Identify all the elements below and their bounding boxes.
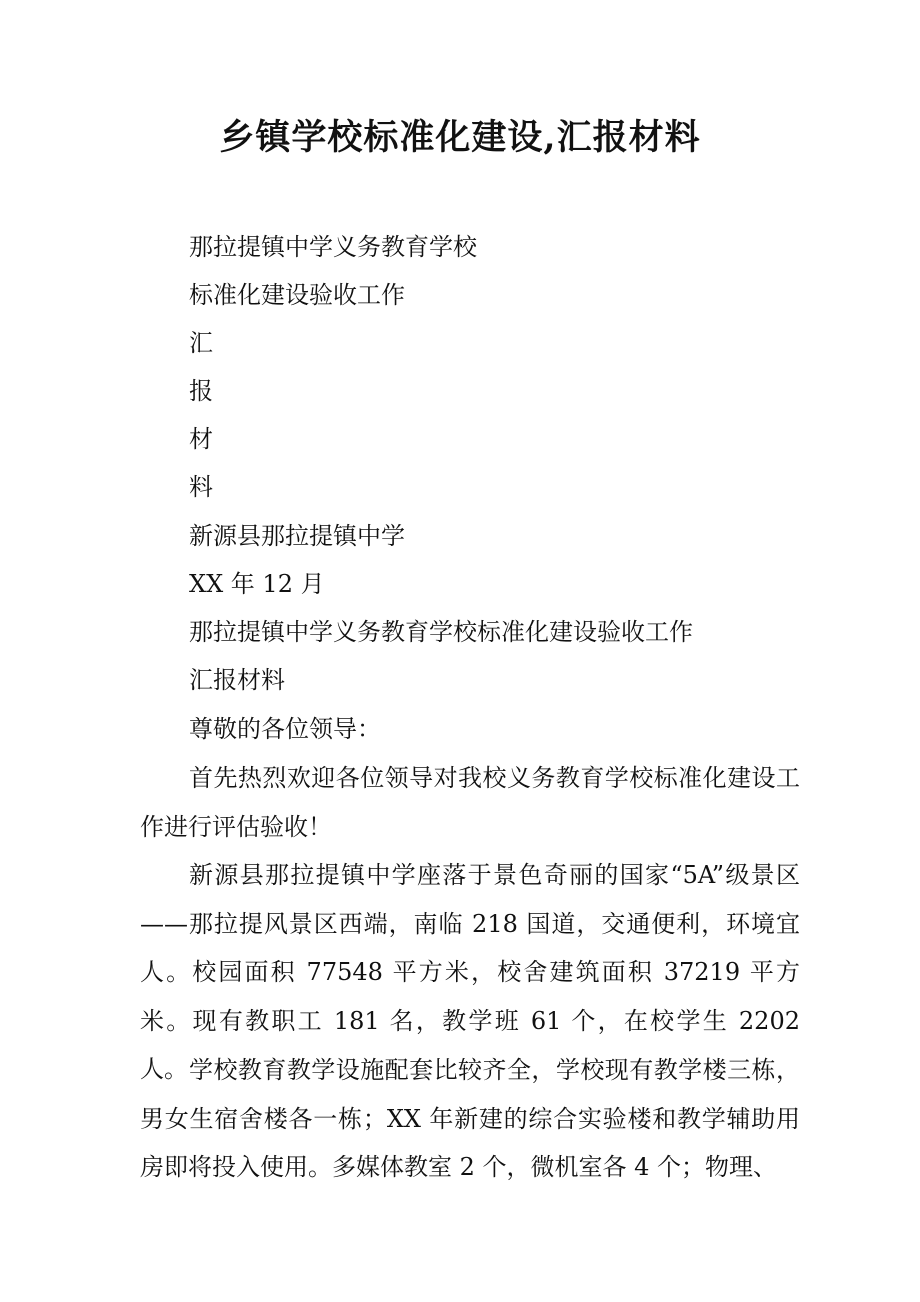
- cover-line-char-3: 材: [189, 425, 213, 453]
- subtitle-line-2: 汇报材料: [189, 666, 285, 694]
- cover-line-project: 标准化建设验收工作: [189, 281, 405, 309]
- paragraph-welcome: 首先热烈欢迎各位领导对我校义务教育学校标准化建设工作进行评估验收！: [140, 764, 800, 841]
- paragraph-facilities: 学校教育教学设施配套比较齐全，学校现有教学楼三栋，男女生宿舍楼各一栋；XX 年新建的综合实验楼和教学辅助用房即将投入使用。多媒体教室 2 个，微机室各 4 个；物理、: [140, 1056, 800, 1181]
- cover-line-date: XX 年 12 月: [189, 570, 325, 598]
- cover-line-school-name: 那拉提镇中学义务教育学校: [189, 233, 477, 261]
- document-title: 乡镇学校标准化建设,汇报材料: [219, 117, 701, 158]
- paragraph-school-intro: 新源县那拉提镇中学座落于景色奇丽的国家“5A”级景区——那拉提风景区西端，南临 218 国道，交通便利，环境宜人。校园面积 77548 平方米，校舍建筑面积 37219 平方米。现有教职工 181 名，教学班 61 个，在校学生 2202 人。: [140, 861, 800, 1083]
- cover-line-county-school: 新源县那拉提镇中学: [189, 522, 405, 550]
- cover-line-char-2: 报: [189, 377, 213, 405]
- salutation: 尊敬的各位领导：: [189, 715, 381, 743]
- cover-line-char-4: 料: [189, 473, 213, 501]
- cover-line-char-1: 汇: [189, 329, 213, 357]
- subtitle-line-1: 那拉提镇中学义务教育学校标准化建设验收工作: [189, 618, 693, 646]
